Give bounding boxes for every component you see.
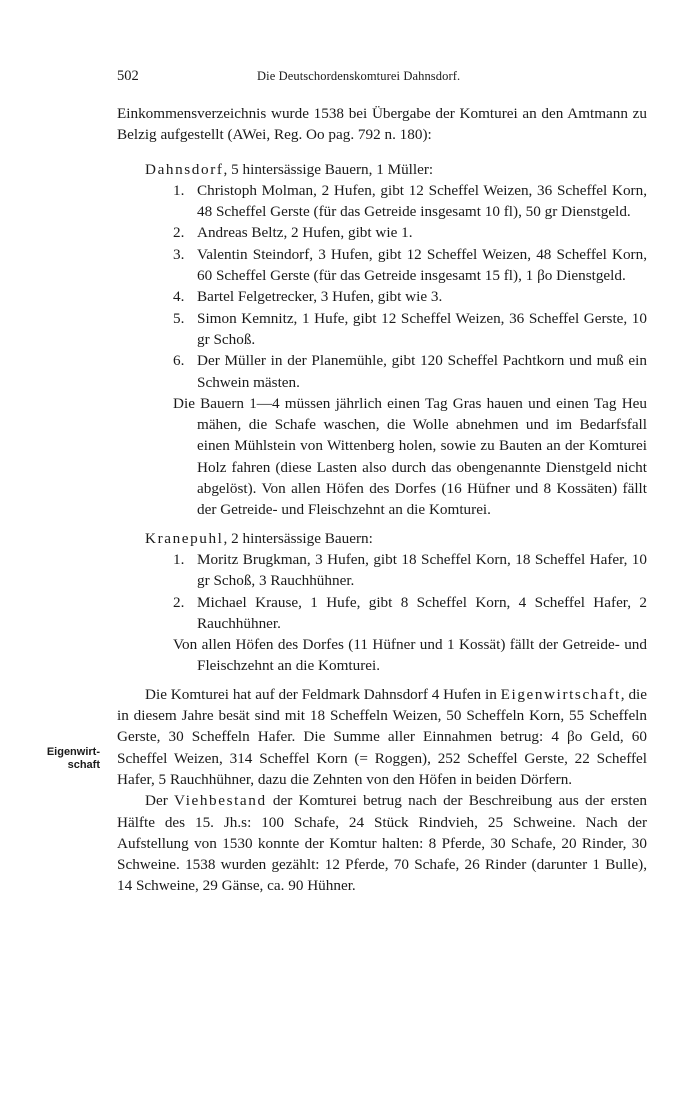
item-number: 2. (173, 224, 185, 242)
item-number: 6. (173, 352, 185, 370)
item-text: Bartel Felgetrecker, 3 Hufen, gibt wie 3. (197, 288, 443, 306)
list-item (117, 180, 647, 223)
list-item (117, 350, 647, 393)
item-text: Christoph Molman, 2 Hufen, gibt 12 Scheffel Weizen, 36 Scheffel Korn, 48 Scheffel Gerste (für das Getreide insgesamt 10 fl), 50 gr Dienstgeld. (197, 181, 647, 221)
item-number: 1. (173, 550, 185, 568)
paragraph-lead: Die Komturei hat auf der Feldmark Dahnsdorf 4 Hufen in (145, 685, 501, 703)
paragraph-lead: Der (145, 792, 175, 810)
item-text: Andreas Beltz, 2 Hufen, gibt wie 1. (197, 224, 413, 242)
item-number: 2. (173, 593, 185, 611)
running-title: Die Deutschordenskomturei Dahnsdorf. (257, 69, 461, 83)
item-text: Der Müller in der Planemühle, gibt 120 Scheffel Pachtkorn und muß ein Schwein mästen. (197, 352, 647, 391)
list-item (117, 244, 647, 287)
page-number: 502 (117, 68, 139, 84)
list-item (117, 592, 647, 635)
item-text: Michael Krause, 1 Hufe, gibt 8 Scheffel Korn, 4 Scheffel Hafer, 2 Rauchhühner. (197, 593, 647, 632)
village-heading-kranepuhl (145, 528, 647, 549)
list-item (117, 286, 647, 307)
list-item (117, 549, 647, 592)
village-name: Kranepuhl (145, 529, 224, 547)
item-number: 3. (173, 245, 185, 263)
emphasized-term: Eigenwirtschaft (500, 685, 621, 703)
viehbestand-paragraph (117, 790, 647, 896)
margin-note-line: Eigenwirt- (46, 746, 100, 758)
item-number: 5. (173, 309, 185, 327)
emphasized-term: Viehbestand (174, 792, 267, 810)
item-text: Moritz Brugkman, 3 Hufen, gibt 18 Scheffel Korn, 18 Scheffel Hafer, 10 gr Schoß, 3 Rauchhühner. (197, 550, 647, 590)
village-summary: , 5 hintersässige Bauern, 1 Müller: (223, 160, 434, 178)
page-header (117, 68, 647, 88)
list-item (117, 308, 647, 351)
margin-note-line: schaft (67, 759, 100, 771)
village-name: Dahnsdorf (145, 160, 224, 178)
kranepuhl-note: Von allen Höfen des Dorfes (11 Hüfner und 1 Kossät) fällt der Getreide- und Fleischzehnt an die Komturei. (173, 636, 647, 675)
margin-note (30, 746, 100, 772)
eigenwirtschaft-paragraph (117, 684, 647, 790)
item-number: 4. (173, 288, 185, 306)
dahnsdorf-note: Die Bauern 1—4 müssen jährlich einen Tag Gras hauen und einen Tag Heu mähen, die Schafe waschen, die Wolle abnehmen und im Bedarfsfall einen Mühlstein von Wittenberg holen, sowie zu Bauten an der Komturei Holz fahren (diese Lasten also durch das obengenannte Dienstgeld nicht abgelöst). Von allen Höfen des Dorfes (16 Hüfner und 8 Kossäten) fällt der Getreide- und Fleischzehnt an die Komturei. (173, 394, 647, 519)
village-summary: , 2 hintersässige Bauern: (223, 529, 373, 547)
village-heading-dahnsdorf (145, 159, 647, 180)
paragraph-rest: , die in diesem Jahre besät sind mit 18 Scheffeln Weizen, 50 Scheffeln Korn, 55 Scheffeln Gerste, 30 Scheffeln Hafer. Die Summe aller Einnahmen betrug: 4 βo Geld, 60 Scheffel Weizen, 314 Scheffel Korn (= Roggen), 252 Scheffel Gerste, 22 Scheffel Hafer, 5 Rauchhühner, dazu die Zehnten von den Höfen in beiden Dörfern. (117, 685, 647, 788)
list-item (117, 222, 647, 243)
item-number: 1. (173, 181, 185, 199)
dahnsdorf-list (117, 180, 647, 393)
intro-paragraph: Einkommensverzeichnis wurde 1538 bei Übergabe der Komturei an den Amtmann zu Belzig aufgestellt (AWei, Reg. Oo pag. 792 n. 180): (117, 105, 647, 144)
item-text: Valentin Steindorf, 3 Hufen, gibt 12 Scheffel Weizen, 48 Scheffel Korn, 60 Scheffel Gerste (für das Getreide insgesamt 15 fl), 1 βo Dienstgeld. (197, 245, 647, 285)
item-text: Simon Kemnitz, 1 Hufe, gibt 12 Scheffel Weizen, 36 Scheffel Gerste, 10 gr Schoß. (197, 309, 647, 348)
kranepuhl-list (117, 549, 647, 634)
body-text (117, 103, 647, 897)
paragraph-rest: der Komturei betrug nach der Beschreibung aus der ersten Hälfte des 15. Jh.s: 100 Schafe, 24 Stück Rindvieh, 25 Schweine. Nach der Aufstellung von 1530 konnte der Komtur halten: 8 Pferde, 30 Schafe, 20 Rinder, 30 Schweine. 1538 wurden gezählt: 12 Pferde, 70 Schafe, 26 Rinder (darunter 1 Bulle), 14 Schweine, 29 Gänse, ca. 90 Hühner. (117, 792, 647, 895)
